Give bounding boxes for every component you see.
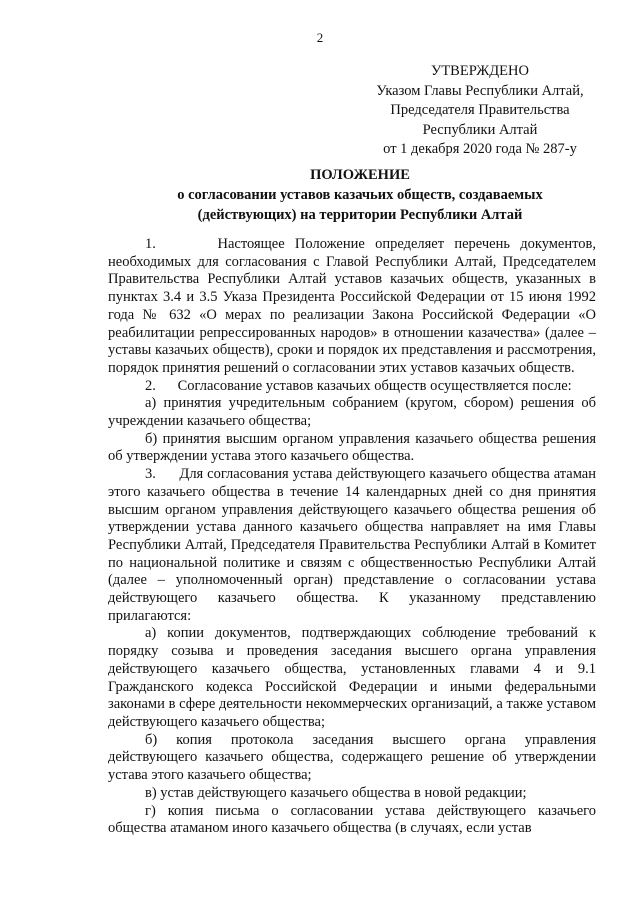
- page-number: 2: [316, 30, 324, 45]
- paragraph-3d: г) копия письма о согласовании устава действующего казачьего общества атаманом иного казачьего общества (в случаях, если устав: [108, 802, 596, 837]
- approval-date-line: от 1 декабря 2020 года № 287-у: [383, 141, 577, 157]
- paragraph-3a: а) копии документов, подтверждающих соблюдение требований к порядку созыва и проведения заседания высшего органа управления действующего казачьего общества, установленных главами 4 и 9.1 Гражданского кодекса Российской Федерации и иными федеральными законами в сфере деятельности некоммерческих организаций, а также уставом действующего казачьего общества;: [108, 625, 596, 730]
- document-subtitle-line2: (действующих) на территории Республики Алтай: [197, 207, 523, 223]
- approval-decree-line: Указом Главы Республики Алтай,: [376, 82, 584, 99]
- document-title: [90, 165, 630, 225]
- approval-stamp: [360, 62, 600, 160]
- document-subtitle-line1: о согласовании уставов казачьих обществ, создаваемых: [177, 187, 543, 203]
- paragraph-2: 2. Согласование уставов казачьих обществ осуществляется после:: [145, 377, 572, 394]
- paragraph-3: 3. Для согласования устава действующего казачьего общества атаман этого казачьего общества в течение 14 календарных дней со дня принятия высшим органом управления действующего казачьего общества решения об утверждении устава данного казачьего общества направляет на имя Главы Республики Алтай, Председателя Правительства Республики Алтай в Комитет по национальной политике и связям с общественностью Республики Алтай (далее – уполномоченный орган) представление о согласовании устава действующего казачьего общества. К указанному представлению прилагаются:: [108, 466, 596, 624]
- approval-republic-line: Республики Алтай: [422, 121, 538, 138]
- paragraph-3b: б) копия протокола заседания высшего органа управления действующего казачьего общества, содержащего решение об утверждении устава этого казачьего общества;: [108, 731, 596, 784]
- paragraph-1: 1. Настоящее Положение определяет перечень документов, необходимых для согласования с Главой Республики Алтай, Председателем Правительства Республики Алтай уставов казачьих обществ, указанных в пунктах 3.4 и 3.5 Указа Президента Российской Федерации от 15 июня 1992 года № 632 «О мерах по реализации Закона Российской Федерации «О реабилитации репрессированных народов» в отношении казачества» (далее – уставы казачьих обществ), сроки и порядок их представления и рассмотрения, порядок принятия решений о согласовании этих уставов казачьих обществ.: [108, 236, 596, 376]
- paragraph-2a: а) принятия учредительным собранием (кругом, сбором) решения об учреждении казачьего общества;: [108, 395, 596, 430]
- approval-title: УТВЕРЖДЕНО: [431, 63, 529, 79]
- paragraph-2b: б) принятия высшим органом управления казачьего общества решения об утверждении устава этого казачьего общества.: [108, 430, 596, 465]
- approval-chairman-line: Председателя Правительства: [390, 102, 570, 118]
- document-heading: ПОЛОЖЕНИЕ: [310, 167, 410, 183]
- document-body: [108, 236, 596, 838]
- paragraph-3c: в) устав действующего казачьего общества в новой редакции;: [145, 784, 527, 801]
